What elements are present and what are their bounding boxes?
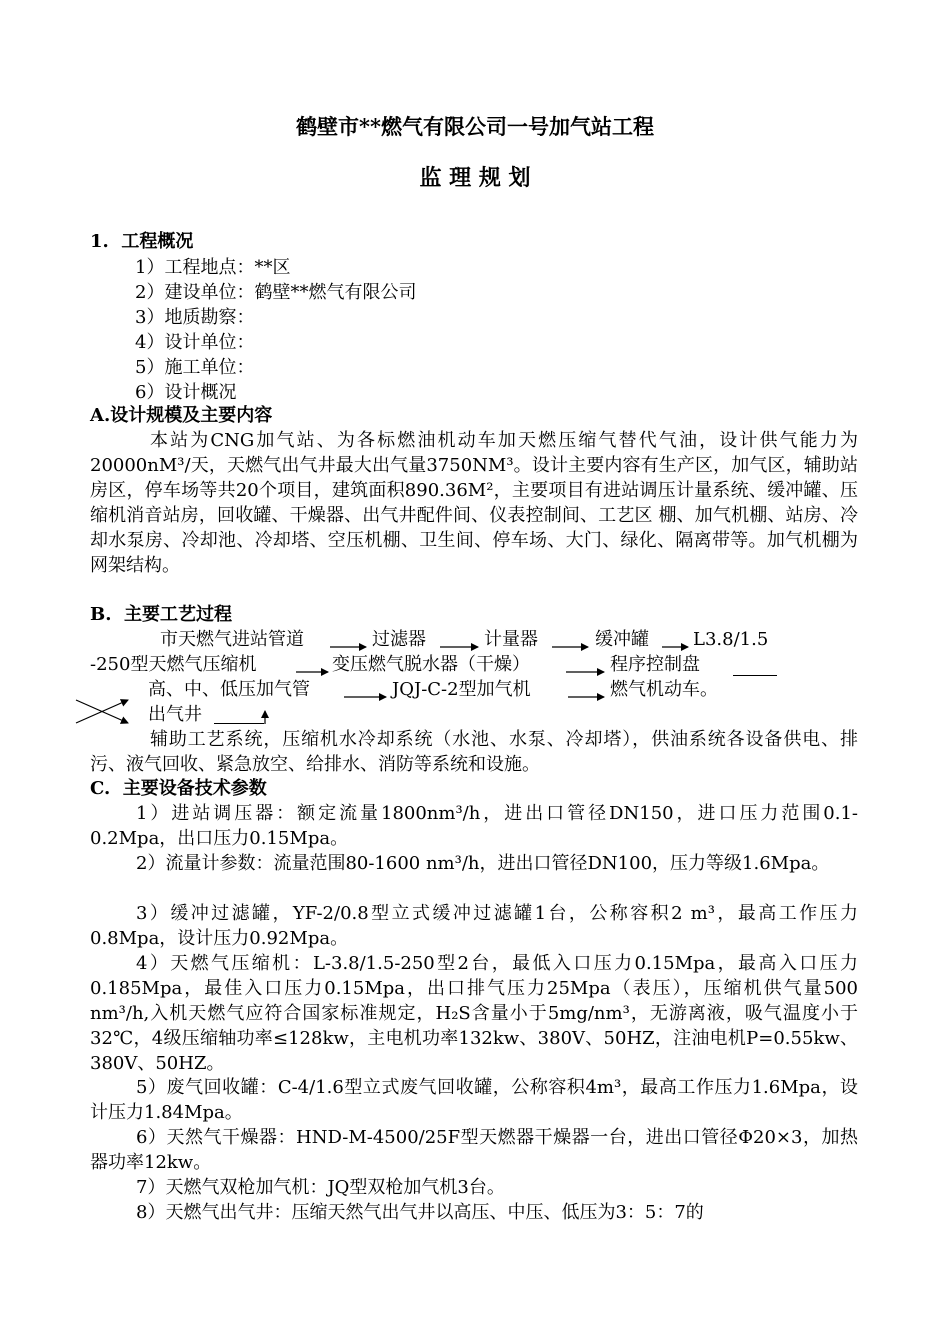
sectionB-paragraph: 辅助工艺系统，压缩机水冷却系统（水池、水泵、冷却塔），供油系统各设备供电、排污、液气回收、紧急放空、给排水、消防等系统和设施。 bbox=[90, 729, 858, 775]
flow-step: 燃气机动车。 bbox=[610, 679, 718, 700]
flow-step: JQJ-C-2型加气机 bbox=[392, 679, 531, 700]
sectionC-item: 1）进站调压器：额定流量1800nm³/h，进出口管径DN150，进口压力范围0.1-0.2Mpa，出口压力0.15Mpa。 bbox=[90, 803, 858, 849]
sectionC-item: 6）天然气干燥器：HND-M-4500/25F型天燃器干燥器一台，进出口管径Φ20×3，加热器功率12kw。 bbox=[90, 1127, 858, 1173]
section1-heading: 1. 工程概况 bbox=[90, 231, 194, 252]
flow-underline bbox=[733, 675, 777, 676]
flow-step: -250型天燃气压缩机 bbox=[90, 654, 257, 675]
section1-item: 4）设计单位： bbox=[135, 332, 255, 353]
flow-step: L3.8/1.5 bbox=[693, 629, 769, 650]
sectionC-item: 8）天燃气出气井：压缩天然气出气井以高压、中压、低压为3：5：7的 bbox=[136, 1202, 704, 1223]
section1-item: 6）设计概况 bbox=[135, 382, 237, 403]
document-title: 鹤壁市**燃气有限公司一号加气站工程 bbox=[296, 114, 654, 139]
flow-step: 缓冲罐 bbox=[595, 629, 649, 650]
sectionC-heading: C. 主要设备技术参数 bbox=[90, 778, 267, 799]
flow-step: 程序控制盘 bbox=[610, 654, 700, 675]
sectionB-heading: B. 主要工艺过程 bbox=[90, 604, 233, 625]
sectionA-paragraph: 本站为CNG加气站、为各标燃油机动车加天燃压缩气替代气油，设计供气能力为20000nM³/天，天燃气出气井最大出气量3750NM³。设计主要内容有生产区，加气区，辅助站房区，停车场等共20个项目，建筑面积890.36M²，主要项目有进站调压计量系统、缓冲罐、压缩机消音站房，回收罐、干燥器、出气井配件间、仪表控制间、工艺区 棚、加气机棚、站房、冷却水泵房、冷却池、冷却塔、空压机棚、卫生间、停车场、大门、绿化、隔离带等。加气机棚为网架结构。 bbox=[90, 430, 858, 576]
sectionC-item: 3）缓冲过滤罐，YF-2/0.8型立式缓冲过滤罐1台，公称容积2 m³，最高工作压力0.8Mpa，设计压力0.92Mpa。 bbox=[90, 903, 858, 949]
section1-item: 5）施工单位： bbox=[135, 357, 255, 378]
sectionC-item: 4）天燃气压缩机：L-3.8/1.5-250型2台，最低入口压力0.15Mpa，最高入口压力0.185Mpa，最佳入口压力0.15Mpa，出口排气压力25Mpa（表压），压缩机供气量500 nm³/h,入机天燃气应符合国家标准规定，H₂S含量小于5mg/nm³，无游离液，吸气温度小于32℃，4级压缩轴功率≤128kw，主电机功率132kw、380V、50HZ，注油电机P=0.55kw、380V、50HZ。 bbox=[90, 953, 858, 1074]
flow-step: 计量器 bbox=[484, 629, 538, 650]
sectionA-heading: A.设计规模及主要内容 bbox=[90, 405, 273, 426]
flow-underline bbox=[214, 723, 264, 724]
flow-arrow bbox=[76, 700, 128, 723]
section1-item: 1）工程地点：**区 bbox=[135, 257, 291, 278]
section1-item: 3）地质勘察： bbox=[135, 307, 255, 328]
flow-arrow bbox=[76, 700, 128, 723]
sectionC-item: 5）废气回收罐：C-4/1.6型立式废气回收罐，公称容积4m³，最高工作压力1.6Mpa，设计压力1.84Mpa。 bbox=[90, 1077, 858, 1123]
flow-step: 变压燃气脱水器（干燥） bbox=[332, 654, 530, 675]
flow-step: 高、中、低压加气管 bbox=[148, 679, 310, 700]
document-subtitle: 监 理 规 划 bbox=[419, 165, 531, 191]
section1-item: 2）建设单位：鹤壁**燃气有限公司 bbox=[135, 282, 417, 303]
sectionC-item: 2）流量计参数：流量范围80-1600 nm³/h，进出口管径DN100，压力等级1.6Mpa。 bbox=[136, 853, 830, 874]
flow-step: 过滤器 bbox=[372, 629, 426, 650]
flow-step: 市天燃气进站管道 bbox=[160, 629, 304, 650]
sectionC-item: 7）天燃气双枪加气机：JQ型双枪加气机3台。 bbox=[136, 1177, 505, 1198]
flow-step: 出气井 bbox=[148, 704, 202, 725]
